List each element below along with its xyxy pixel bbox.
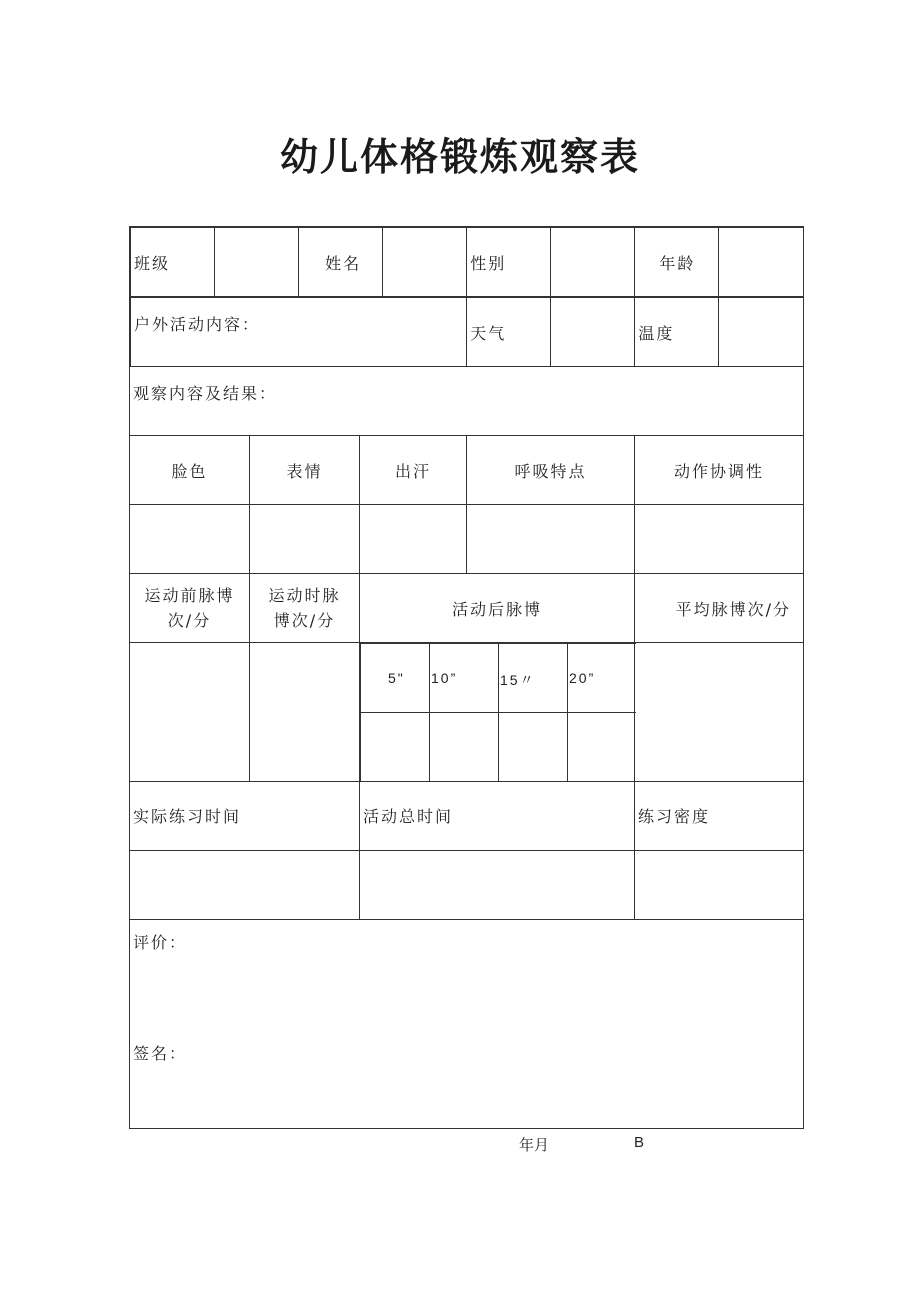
face-color-header: 脸色 bbox=[130, 436, 250, 505]
observation-results-row bbox=[130, 367, 804, 436]
gender-label: 性别 bbox=[467, 228, 551, 297]
class-label: 班级 bbox=[131, 228, 215, 297]
observation-label: 观察内容及结果： bbox=[130, 367, 804, 436]
info-row-1 bbox=[130, 227, 804, 297]
face-color-value[interactable] bbox=[130, 505, 250, 574]
observation-header-row bbox=[130, 436, 804, 505]
name-value[interactable] bbox=[383, 228, 467, 297]
breathing-header: 呼吸特点 bbox=[467, 436, 635, 505]
weather-label: 天气 bbox=[467, 298, 551, 367]
total-time-label: 活动总时间 bbox=[360, 781, 635, 850]
density-label: 练习密度 bbox=[635, 781, 804, 850]
evaluation-row bbox=[130, 919, 804, 1128]
temperature-value[interactable] bbox=[719, 298, 803, 367]
observation-value-row bbox=[130, 505, 804, 574]
info-row-2 bbox=[130, 297, 804, 367]
activity-label: 户外活动内容： bbox=[131, 298, 467, 367]
weather-value[interactable] bbox=[551, 298, 635, 367]
pulse-before-value[interactable] bbox=[130, 643, 250, 782]
pulse-average-header: 平均脉博次/分 bbox=[635, 574, 804, 643]
age-value[interactable] bbox=[719, 228, 803, 297]
year-month-label: 年月 bbox=[519, 1137, 550, 1154]
interval-20s-label: 20” bbox=[568, 644, 636, 713]
gender-value[interactable] bbox=[551, 228, 635, 297]
interval-20s-value[interactable] bbox=[568, 713, 636, 781]
evaluation-cell[interactable] bbox=[130, 919, 804, 1128]
pulse-header-row bbox=[130, 574, 804, 643]
signature-label: 签名： bbox=[133, 1043, 188, 1063]
expression-header: 表情 bbox=[250, 436, 360, 505]
observation-form bbox=[129, 226, 804, 1129]
coordination-header: 动作协调性 bbox=[635, 436, 804, 505]
class-value[interactable] bbox=[215, 228, 299, 297]
total-time-value[interactable] bbox=[360, 850, 635, 919]
pulse-value-row bbox=[130, 643, 804, 782]
pulse-average-value[interactable] bbox=[635, 643, 804, 782]
interval-5s-value[interactable] bbox=[361, 713, 430, 781]
interval-15s-value[interactable] bbox=[499, 713, 568, 781]
breathing-value[interactable] bbox=[467, 505, 635, 574]
pulse-after-grid bbox=[360, 643, 636, 781]
coordination-value[interactable] bbox=[635, 505, 804, 574]
interval-5s-label: 5" bbox=[361, 644, 430, 713]
expression-value[interactable] bbox=[250, 505, 360, 574]
day-label: B bbox=[634, 1134, 645, 1151]
temperature-label: 温度 bbox=[635, 298, 719, 367]
actual-time-label: 实际练习时间 bbox=[130, 781, 360, 850]
interval-15s-label: 15〃 bbox=[499, 644, 568, 713]
time-header-row bbox=[130, 781, 804, 850]
time-value-row bbox=[130, 850, 804, 919]
interval-10s-value[interactable] bbox=[430, 713, 499, 781]
pulse-during-value[interactable] bbox=[250, 643, 360, 782]
age-label: 年龄 bbox=[635, 228, 719, 297]
density-value[interactable] bbox=[635, 850, 804, 919]
pulse-before-header: 运动前脉博次/分 bbox=[130, 574, 250, 643]
evaluation-label: 评价： bbox=[133, 932, 188, 952]
name-label: 姓名 bbox=[299, 228, 383, 297]
pulse-after-header: 活动后脉博 bbox=[360, 574, 635, 643]
actual-time-value[interactable] bbox=[130, 850, 360, 919]
sweating-header: 出汗 bbox=[360, 436, 467, 505]
sweating-value[interactable] bbox=[360, 505, 467, 574]
interval-10s-label: 10” bbox=[430, 644, 499, 713]
pulse-during-header: 运动时脉博次/分 bbox=[250, 574, 360, 643]
page-title: 幼儿体格锻炼观察表 bbox=[279, 135, 640, 179]
